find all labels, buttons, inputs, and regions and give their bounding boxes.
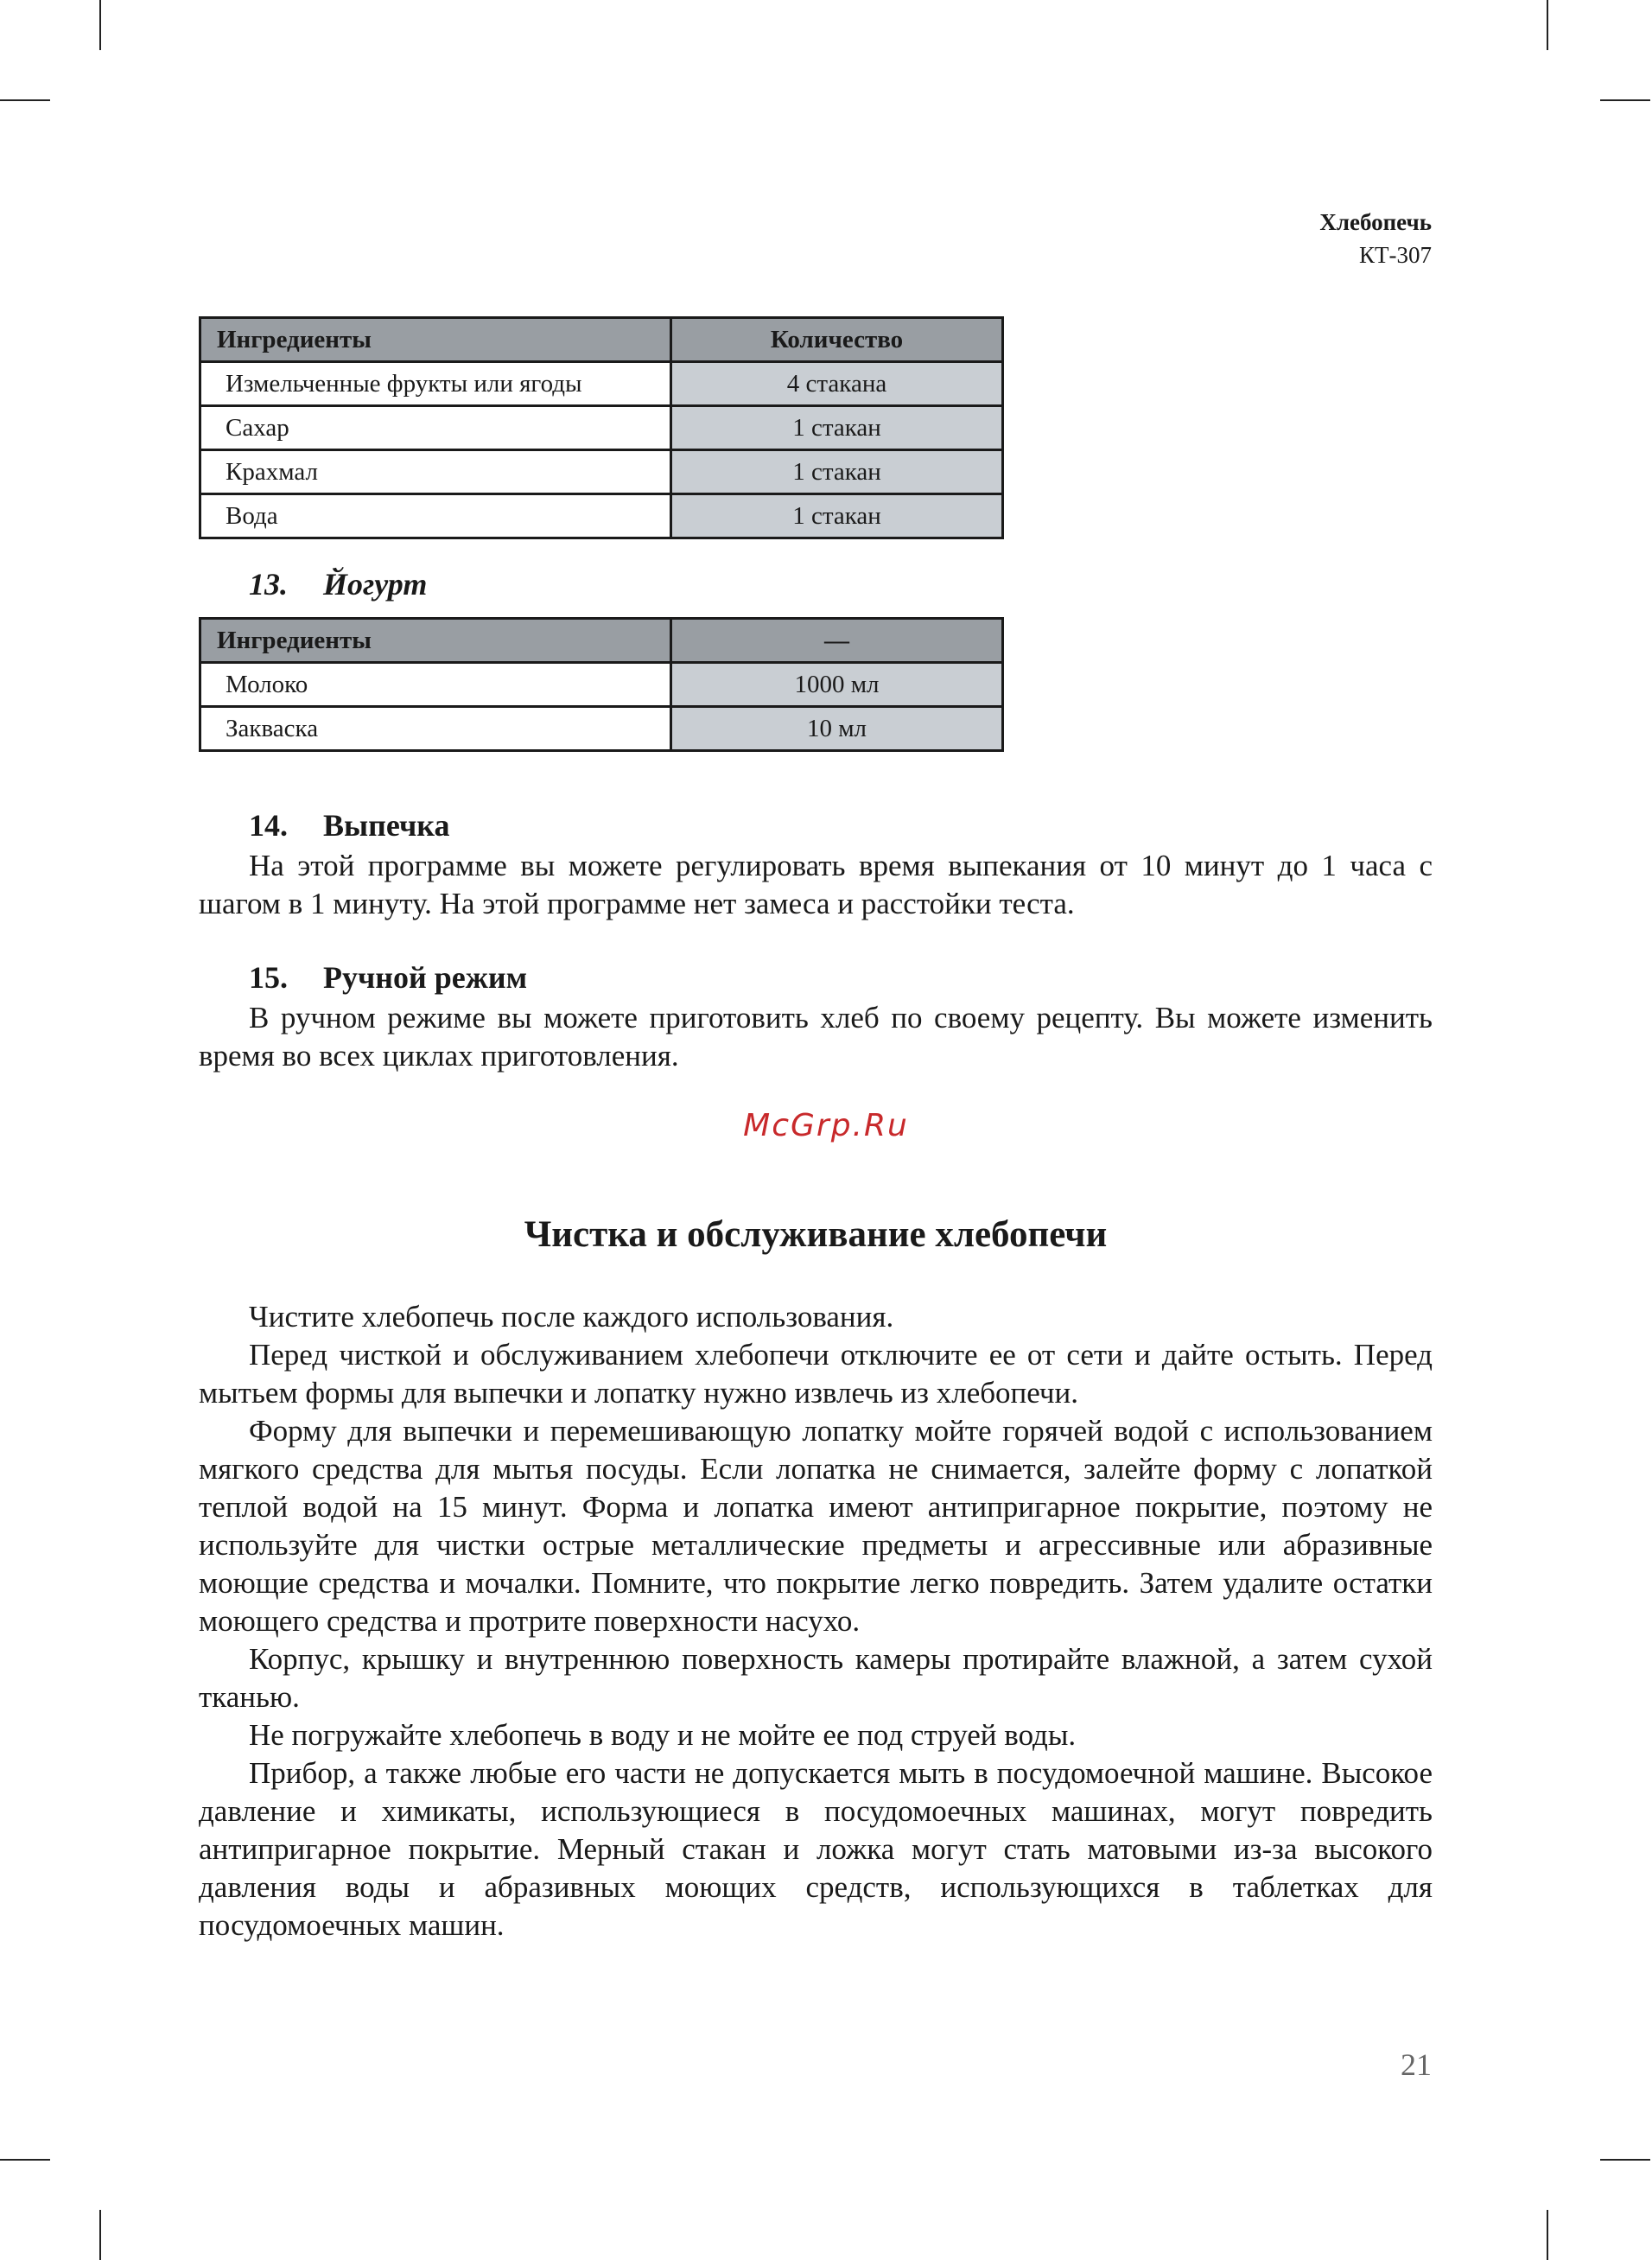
ingredient-cell: Сахар bbox=[200, 406, 671, 450]
ingredient-cell: Молоко bbox=[200, 663, 671, 707]
header-title: Хлебопечь bbox=[1319, 209, 1432, 235]
section-13-heading bbox=[249, 566, 427, 602]
quantity-cell: 10 мл bbox=[671, 707, 1003, 751]
section-title: Выпечка bbox=[323, 808, 450, 843]
section-title: Йогурт bbox=[323, 567, 428, 602]
section-14-text bbox=[199, 847, 1433, 923]
table-header-row bbox=[200, 619, 1003, 663]
page-number: 21 bbox=[1401, 2047, 1432, 2082]
ingredients-table-1 bbox=[199, 316, 1004, 539]
column-header: Ингредиенты bbox=[200, 318, 671, 362]
quantity-cell: 1 стакан bbox=[671, 406, 1003, 450]
watermark: McGrp.Ru bbox=[743, 1108, 909, 1143]
section-title: Ручной режим bbox=[323, 960, 528, 995]
quantity-cell: 1 стакан bbox=[671, 494, 1003, 538]
cleaning-text bbox=[199, 1298, 1433, 1945]
paragraph: В ручном режиме вы можете приготовить хлеб по своему рецепту. Вы можете изменить время во всех циклах приготовления. bbox=[199, 1001, 1433, 1073]
header-model: КТ-307 bbox=[1359, 242, 1432, 268]
crop-mark bbox=[99, 0, 101, 50]
paragraph: Не погружайте хлебопечь в воду и не мойте ее под струей воды. bbox=[249, 1718, 1077, 1752]
table-row bbox=[200, 362, 1003, 406]
section-number: 14. bbox=[249, 808, 288, 843]
paragraph: Чистите хлебопечь после каждого использования. bbox=[249, 1300, 894, 1334]
paragraph: Прибор, а также любые его части не допускается мыть в посудомоечной машине. Высокое давление и химикаты, использующиеся в посудомоечных машинах, могут повредить антипригарное покрытие. Мерный стакан и ложка могут стать матовыми из-за высокого давления воды и абразивных моющих средств, использующихся в таблетках для посудомоечных машин. bbox=[199, 1756, 1433, 1942]
paragraph: Корпус, крышку и внутреннюю поверхность камеры протирайте влажной, а затем сухой тканью. bbox=[199, 1642, 1433, 1714]
crop-mark bbox=[1600, 99, 1650, 101]
paragraph: Перед чисткой и обслуживанием хлебопечи отключите ее от сети и дайте остыть. Перед мытьем формы для выпечки и лопатку нужно извлечь из хлебопечи. bbox=[199, 1338, 1433, 1410]
column-header: — bbox=[671, 619, 1003, 663]
table-row bbox=[200, 406, 1003, 450]
section-15-heading bbox=[249, 959, 527, 996]
ingredients-table-2 bbox=[199, 617, 1004, 752]
crop-mark bbox=[1547, 2210, 1548, 2260]
crop-mark bbox=[0, 2159, 50, 2161]
section-number: 15. bbox=[249, 960, 288, 995]
paragraph: На этой программе вы можете регулировать время выпекания от 10 минут до 1 часа с шагом в 1 минуту. На этой программе нет замеса и расстойки теста. bbox=[199, 849, 1433, 920]
crop-mark bbox=[99, 2210, 101, 2260]
ingredient-cell: Измельченные фрукты или ягоды bbox=[200, 362, 671, 406]
section-14-heading bbox=[249, 807, 449, 844]
section-15-text bbox=[199, 999, 1433, 1075]
quantity-cell: 1000 мл bbox=[671, 663, 1003, 707]
table-row bbox=[200, 663, 1003, 707]
quantity-cell: 1 стакан bbox=[671, 450, 1003, 494]
ingredient-cell: Вода bbox=[200, 494, 671, 538]
crop-mark bbox=[1600, 2159, 1650, 2161]
column-header: Ингредиенты bbox=[200, 619, 671, 663]
running-header bbox=[1319, 206, 1432, 271]
column-header: Количество bbox=[671, 318, 1003, 362]
crop-mark bbox=[0, 99, 50, 101]
table-row bbox=[200, 707, 1003, 751]
table-header-row bbox=[200, 318, 1003, 362]
ingredient-cell: Закваска bbox=[200, 707, 671, 751]
ingredient-cell: Крахмал bbox=[200, 450, 671, 494]
page-heading: Чистка и обслуживание хлебопечи bbox=[524, 1214, 1108, 1255]
paragraph: Форму для выпечки и перемешивающую лопатку мойте горячей водой с использованием мягкого средства для мытья посуды. Если лопатка не снимается, залейте форму с лопаткой теплой водой на 15 минут. Форма и лопатка имеют антипригарное покрытие, поэтому не используйте для чистки острые металлические предметы и агрессивные или абразивные моющие средства и мочалки. Помните, что покрытие легко повредить. Затем удалите остатки моющего средства и протрите поверхности насухо. bbox=[199, 1414, 1433, 1638]
quantity-cell: 4 стакана bbox=[671, 362, 1003, 406]
table-row bbox=[200, 450, 1003, 494]
crop-mark bbox=[1547, 0, 1548, 50]
table-row bbox=[200, 494, 1003, 538]
section-number: 13. bbox=[249, 567, 288, 602]
